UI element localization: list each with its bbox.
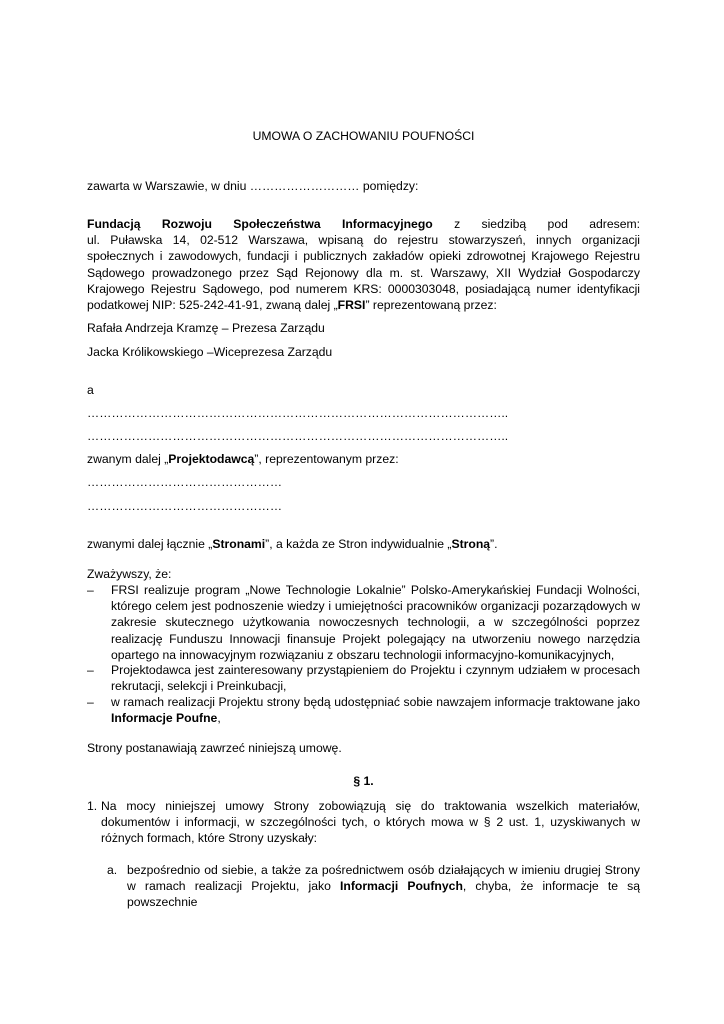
document-title: UMOWA O ZACHOWANIU POUFNOŚCI: [252, 129, 475, 143]
informacji-poufnych-term: Informacji Poufnych: [339, 879, 463, 894]
and-word: a: [87, 383, 94, 397]
dash-bullet: –: [87, 583, 94, 597]
whereas-item: – Projektodawca jest zainteresowany przystąpieniem do Projektu i czynnym udziałem w procesach rekrutacji, selekcji i Preinkubacji,: [87, 663, 640, 694]
projektodawca-term: Projektodawcą: [168, 452, 255, 466]
party1-body: ul. Puławska 14, 02-512 Warszawa, wpisaną do rejestru stowarzyszeń, innych organizacji społecznych i zawodowych, fundacji i publicznych zakładów opieki zdrowotnej Krajowego Rejestru Sądowego prowadzonego przez Sąd Rejonowy dla m. st. Warszawy, XII Wydział Gospodarczy Krajowego Rejestru Sądowego, pod numerem KRS: 0000303048, posiadającą numer identyfikacji podatkowej NIP: 525-242-41-91, zwaną dalej „FRSI” reprezentowaną przez:: [87, 233, 640, 313]
party1-paragraph: [87, 216, 640, 313]
strona-term: Stroną: [451, 537, 491, 551]
stronami-term: Stronami: [212, 537, 266, 551]
point-letter: a.: [107, 863, 118, 877]
party1-seat: z siedzibą pod adresem:: [454, 217, 641, 231]
party1-name: Fundacją Rozwoju Społeczeństwa Informacyjnego: [87, 217, 433, 231]
party1-first-line: [87, 216, 640, 232]
parties-definition: zwanymi dalej łącznie „Stronami”, a każda ze Stron indywidualnie „Stroną”.: [87, 537, 498, 551]
party1-rep2: Jacka Królikowskiego –Wiceprezesa Zarządu: [87, 345, 333, 359]
whereas-item: – w ramach realizacji Projektu strony będą udostępniać sobie nawzajem informacje traktowane jako Informacje Poufne,: [87, 695, 640, 726]
dash-bullet: –: [87, 663, 94, 677]
party2-line2: …………………………………………………………………………………………..: [87, 429, 509, 443]
party2-rep1: …………………………………………: [87, 475, 282, 489]
party2-line1: …………………………………………………………………………………………..: [87, 406, 509, 420]
intro-line: zawarta w Warszawie, w dniu ……………………… pomiędzy:: [87, 179, 419, 193]
section-1-heading: § 1.: [353, 774, 374, 788]
informacje-poufne-term: Informacje Poufne: [111, 711, 218, 726]
point-1a: a. bezpośrednio od siebie, a także za pośrednictwem osób działających w imieniu drugiej Strony w ramach realizacji Projektu, jako Informacji Poufnych, chyba, że informacje te są powszechnie: [107, 863, 640, 910]
whereas-heading: Zważywszy, że:: [87, 567, 172, 581]
party1-short: FRSI: [337, 298, 366, 313]
point-number: 1.: [87, 799, 98, 813]
party2-rep2: …………………………………………: [87, 499, 282, 513]
party1-rep1: Rafała Andrzeja Kramzę – Prezesa Zarządu: [87, 321, 325, 335]
point-1: 1. Na mocy niniejszej umowy Strony zobowiązują się do traktowania wszelkich materiałów, dokumentów i informacji, w szczególności tych, o których mowa w § 2 ust. 1, uzyskiwanych w różnych formach, które Strony uzyskały:: [87, 799, 640, 846]
dash-bullet: –: [87, 695, 94, 709]
party2-called: zwanym dalej „Projektodawcą”, reprezentowanym przez:: [87, 452, 399, 466]
whereas-item: – FRSI realizuje program „Nowe Technologie Lokalnie” Polsko-Amerykańskiej Fundacji Wolności, którego celem jest podnoszenie wiedzy i umiejętności pracowników organizacji pozarządowych w zakresie skutecznego użytkowania nowoczesnych technologii, a w szczególności poprzez realizację Funduszu Innowacji finansuje Projekt polegający na utworzeniu nowego narzędzia opartego na innowacyjnym rozwiązaniu z obszaru technologii informacyjno-komunikacyjnych,: [87, 583, 640, 662]
decision-line: Strony postanawiają zawrzeć niniejszą umowę.: [87, 741, 342, 755]
